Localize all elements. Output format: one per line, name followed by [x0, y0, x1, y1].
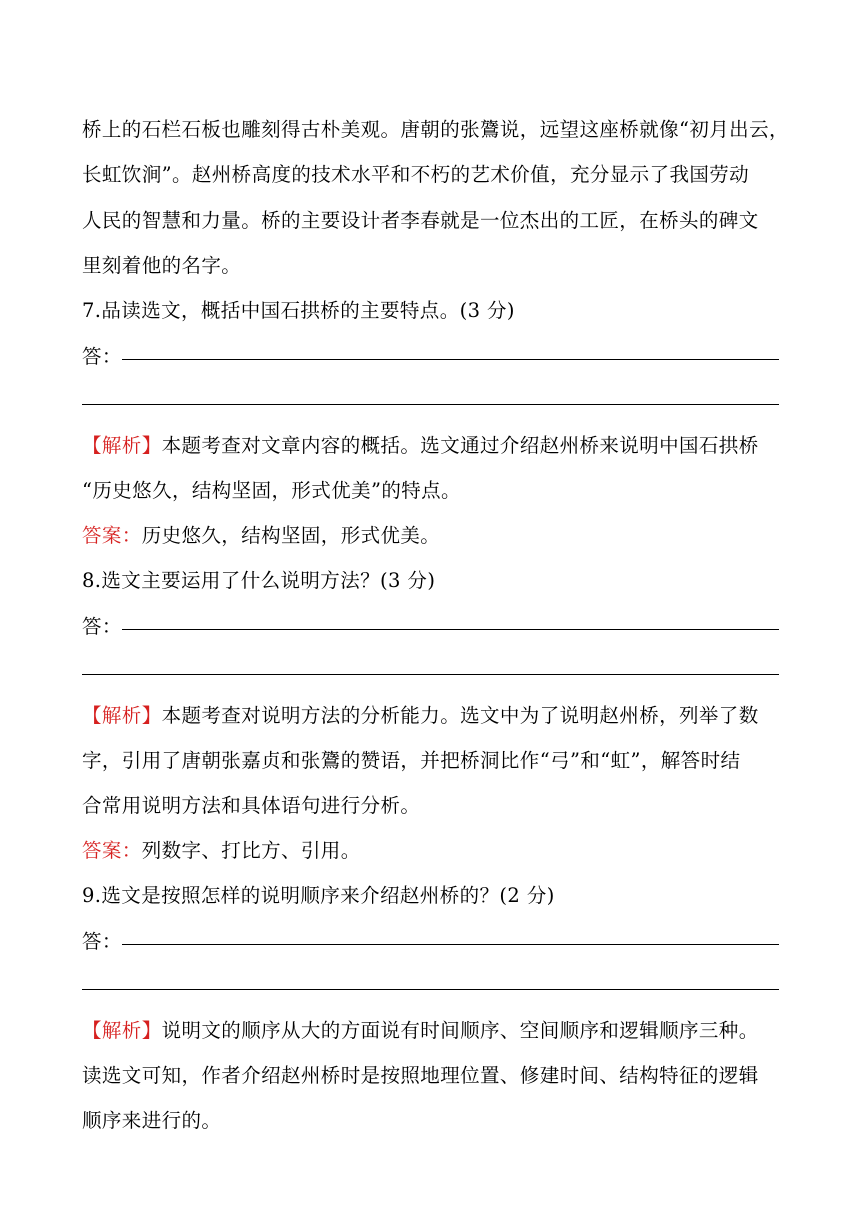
analysis-9-line-2: 读选文可知，作者介绍赵州桥时是按照地理位置、修建时间、结构特征的逻辑 [82, 1064, 759, 1087]
answer-label-8: 答案： [82, 839, 142, 862]
answer-prefix-7: 答： [82, 345, 122, 368]
analysis-8-line-1 [82, 700, 759, 728]
answer-line-7b [82, 404, 779, 405]
analysis-tag-8: 【解析】 [82, 704, 162, 727]
answer-prefix-9: 答： [82, 930, 122, 953]
analysis-7-text-1: 本题考查对文章内容的概括。选文通过介绍赵州桥来说明中国石拱桥 [161, 434, 759, 457]
analysis-7-line-1 [82, 430, 759, 458]
analysis-8-line-2: 字，引用了唐朝张嘉贞和张鷟的赞语，并把桥洞比作“弓”和“虹”，解答时结 [82, 749, 741, 772]
passage-line-1: 桥上的石栏石板也雕刻得古朴美观。唐朝的张鷟说，远望这座桥就像“初月出云， [82, 118, 789, 141]
passage-line-3: 人民的智慧和力量。桥的主要设计者李春就是一位杰出的工匠，在桥头的碑文 [82, 209, 759, 232]
analysis-8-line-3: 合常用说明方法和具体语句进行分析。 [82, 794, 421, 817]
answer-line-7a [122, 359, 779, 360]
answer-prefix-8: 答： [82, 615, 122, 638]
analysis-tag-7: 【解析】 [82, 434, 162, 457]
analysis-7-line-2: “历史悠久，结构坚固，形式优美”的特点。 [82, 479, 461, 502]
analysis-9-text-1: 说明文的顺序从大的方面说有时间顺序、空间顺序和逻辑顺序三种。 [161, 1019, 759, 1042]
answer-line-8a [122, 629, 779, 630]
answer-line-9a [122, 944, 779, 945]
question-9: 9.选文是按照怎样的说明顺序来介绍赵州桥的？(2 分) [82, 884, 555, 907]
answer-line-8b [82, 674, 779, 675]
answer-8 [82, 835, 361, 863]
passage-line-4: 里刻着他的名字。 [82, 254, 242, 277]
analysis-8-text-1: 本题考查对说明方法的分析能力。选文中为了说明赵州桥，列举了数 [161, 704, 759, 727]
answer-line-9b [82, 989, 779, 990]
analysis-tag-9: 【解析】 [82, 1019, 162, 1042]
analysis-9-line-1 [82, 1015, 759, 1043]
answer-7 [82, 520, 440, 548]
passage-line-2: 长虹饮涧”。赵州桥高度的技术水平和不朽的艺术价值，充分显示了我国劳动 [82, 163, 750, 186]
answer-text-8: 列数字、打比方、引用。 [141, 839, 361, 862]
answer-label-7: 答案： [82, 524, 142, 547]
analysis-9-line-3: 顺序来进行的。 [82, 1109, 222, 1132]
question-8: 8.选文主要运用了什么说明方法？(3 分) [82, 569, 436, 592]
question-7: 7.品读选文，概括中国石拱桥的主要特点。(3 分) [82, 299, 515, 322]
answer-text-7: 历史悠久，结构坚固，形式优美。 [141, 524, 441, 547]
